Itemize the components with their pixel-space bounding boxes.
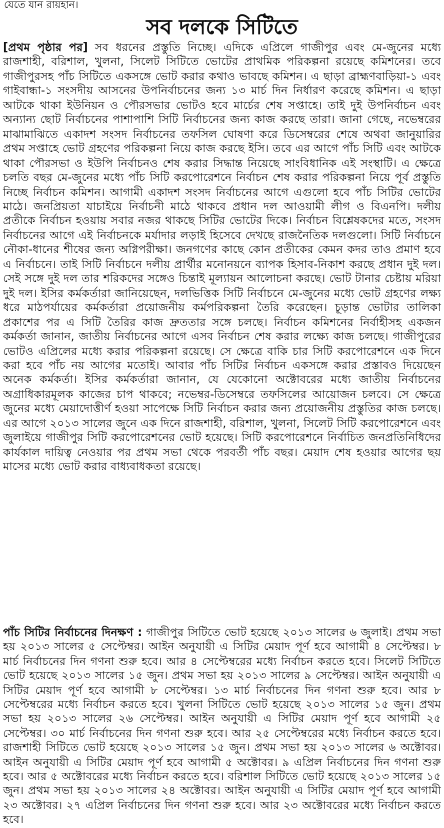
article-body [3,41,441,623]
previous-article-fragment: যেতে যান রায়হান। [4,0,79,11]
schedule-paragraph [3,626,441,828]
continuation-tag: [প্রথম পৃষ্ঠার পর] [3,41,88,54]
article-text: সব ধরনের প্রস্তুতি নিচ্ছে। এদিকে এপ্রিলে গাজীপুর এবং মে-জুনের মধ্যে রাজশাহী, বরিশাল, খুলনা, সিলেট সিটিতে ভোটের প্রাথমিক পরিকল্পনা রয়েছে কমিশনের। তবে গাজীপুরসহ পাঁচ সিটিতে একসঙ্গে ভোট করার কথাও ভাবছে কমিশন। এ ছাড়া ব্রাহ্মণবাড়িয়া-১ এবং গাইবান্ধা-১ সংসদীয় আসনের উপনির্বাচনের জন্য ১৩ মার্চ দিন নির্ধারণ করেছে কমিশন। এ ছাড়া আটকে থাকা ইউনিয়ন ও পৌরসভার ভোটও হবে মার্চের শেষ সপ্তাহে। তাই দুই উপনির্বাচন এবং অন্যান্য ছোট নির্বাচনের পাশাপাশি সিটি নির্বাচনের জন্য কাজ করছে তারা। জানা গেছে, নভেম্বরের মাঝামাঝিতে একাদশ সংসদ নির্বাচনের তফসিল ঘোষণা করে ডিসেম্বরের শেষে অথবা জানুয়ারির প্রথম সপ্তাহে ভোট গ্রহণের পরিকল্পনা নিয়ে কাজ করছে ইসি। তবে এর আগে পাঁচ সিটি এবং আটকে থাকা পৌরসভা ও ইউপি নির্বাচনও শেষ করার সিদ্ধান্ত নিয়েছে সাংবিধানিক এই সংস্থাটি। এ ক্ষেত্রে চলতি বছর মে-জুনের মধ্যে পাঁচ সিটি করপোরেশনে নির্বাচন শেষ করার পরিকল্পনা নিয়ে পূর্ব প্রস্তুতি নিচ্ছে নির্বাচন কমিশন। আগামী একাদশ সংসদ নির্বাচনের আগে এগুলো হবে পাঁচ সিটির ভোটের মাঠে। জনপ্রিয়তা যাচাইয়ে নির্বাচনী মাঠে থাকবে প্রধান দল আওয়ামী লীগ ও বিএনপি। দলীয় প্রতীকে নির্বাচন হওয়ায় সবার নজর থাকছে সিটির ভোটের দিকে। নির্বাচন বিশ্লেষকদের মতে, সংসদ নির্বাচনের আগে এই নির্বাচনকে মর্যাদার লড়াই হিসেবে দেখছে রাজনৈতিক দলগুলো। সিটি নির্বাচনে নৌকা-ধানের শীষের জন্য অগ্নিপরীক্ষা। জনগণের কাছে কোন প্রতীকের কেমন কদর তাও প্রমাণ হবে এ নির্বাচনে। তাই সিটি নির্বাচনে দলীয় প্রার্থীর মনোনয়নে ব্যাপক হিসাব-নিকাশ করছে প্রধান দুই দল। সেই সঙ্গে দুই দল তার শরিকদের সঙ্গেও চিন্তাই মূল্যায়ন আলোচনা করছে। ভোট টানার চেষ্টায় মরিয়া দুই দল। ইসির কর্মকর্তারা জানিয়েছেন, দলভিত্তিক সিটি নির্বাচনে মে-জুনের মধ্যে ভোট গ্রহণের লক্ষ্য ধরে মাঠপর্যায়ের কর্মকর্তারা প্রয়োজনীয় কর্মপরিকল্পনা তৈরি করেছেন। চূড়ান্ত ভোটার তালিকা প্রকাশের পর এ সিটি তৈরির কাজ দ্রুততার সঙ্গে চলছে। নির্বাচন কমিশনের নির্বাহীসহ একজন কর্মকর্তা জানান, জাতীয় নির্বাচনের আগে এসব নির্বাচন শেষ করার লক্ষ্যে কাজ চলছে। গাজীপুরের ভোটও এপ্রিলের মধ্যে করার পরিকল্পনা রয়েছে। সে ক্ষেত্রে বাকি চার সিটি করপোরেশনে এক দিনে করা হবে পাঁচ নয় আগের মতোই। আবার পাঁচ সিটির নির্বাচন একসঙ্গে করার প্রস্তাবও দিয়েছেন অনেক কর্মকর্তা। ইসির কর্মকর্তারা জানান, যে যেকোনো অক্টোবরের মধ্যে জাতীয় নির্বাচনের অগ্রাধিকারমূলক কাজের চাপ থাকবে; নভেম্বর-ডিসেম্বরে তফসিলের আয়োজন চলবে। সে ক্ষেত্রে জুনের মধ্যে মেয়াদোত্তীর্ণ হওয়া সাপেক্ষে সিটি নির্বাচন করার জন্য প্রয়োজনীয় প্রস্তুতির কাজ চলছে। এর আগে ২০১৩ সালের জুনে এক দিনে রাজশাহী, বরিশাল, খুলনা, সিলেট সিটি করপোরেশনে এবং জুলাইয়ে গাজীপুর সিটি করপোরেশনের ভোট হয়েছে। সিটি করপোরেশনে নির্বাচিত জনপ্রতিনিধিদের কার্যকাল দায়িত্ব নেওয়ার পর প্রথম সভা থেকে পরবর্তী পাঁচ বছর। মেয়াদ শেষ হওয়ার আগের ছয় মাসের মধ্যে ভোট করার বাধ্যবাধকতা রয়েছে। [3,41,441,474]
schedule-text: গাজীপুর সিটিতে ভোট হয়েছে ২০১৩ সালের ৬ জুলাই। প্রথম সভা হয় ২০১৩ সালের ৫ সেপ্টেম্বর। আইন অনুযায়ী এ সিটির মেয়াদ পূর্ণ হবে আগামী ৪ সেপ্টেম্বর। ৮ মার্চ নির্বাচনের দিন গণনা শুরু হবে। আর ৪ সেপ্টেম্বরের মধ্যে নির্বাচন করতে হবে। সিলেট সিটিতে ভোট হয়েছে ২০১৩ সালের ১৫ জুন। প্রথম সভা হয় ২০১৩ সালের ৯ সেপ্টেম্বর। আইন অনুযায়ী এ সিটির মেয়াদ পূর্ণ হবে আগামী ৮ সেপ্টেম্বর। ১৩ মার্চ নির্বাচনের দিন গণনা শুরু হবে। আর ৮ সেপ্টেম্বরের মধ্যে নির্বাচন করতে হবে। খুলনা সিটিতে ভোট হয়েছে ২০১৩ সালের ১৫ জুন। প্রথম সভা হয় ২০১৩ সালের ২৬ সেপ্টেম্বর। আইন অনুযায়ী এ সিটির মেয়াদ পূর্ণ হবে আগামী ২৫ সেপ্টেম্বর। ৩০ মার্চ নির্বাচনের দিন গণনা শুরু হবে। আর ২৫ সেপ্টেম্বরের মধ্যে নির্বাচন করতে হবে। রাজশাহী সিটিতে ভোট হয়েছে ২০১৩ সালের ১৫ জুন। প্রথম সভা হয় ২০১৩ সালের ৬ অক্টোবর। আইন অনুযায়ী এ সিটির মেয়াদ পূর্ণ হবে আগামী ৫ অক্টোবর। ৯ এপ্রিল নির্বাচনের দিন গণনা শুরু হবে। আর ৫ অক্টোবরের মধ্যে নির্বাচন করতে হবে। বরিশাল সিটিতে ভোট হয়েছে ২০১৩ সালের ১৫ জুন। প্রথম সভা হয় ২০১৩ সালের ২৪ অক্টোবর। আইন অনুযায়ী এ সিটির মেয়াদ পূর্ণ হবে আগামী ২৩ অক্টোবর। ২৭ এপ্রিল নির্বাচনের দিন গণনা শুরু হবে। আর ২৩ অক্টোবরের মধ্যে নির্বাচন করতে হবে। [3,626,441,827]
article-paragraph [3,41,441,475]
article-headline: সব দলকে সিটিতে [146,15,298,39]
schedule-section [3,626,441,827]
schedule-subhead: পাঁচ সিটির নির্বাচনের দিনক্ষণ : [3,626,143,639]
